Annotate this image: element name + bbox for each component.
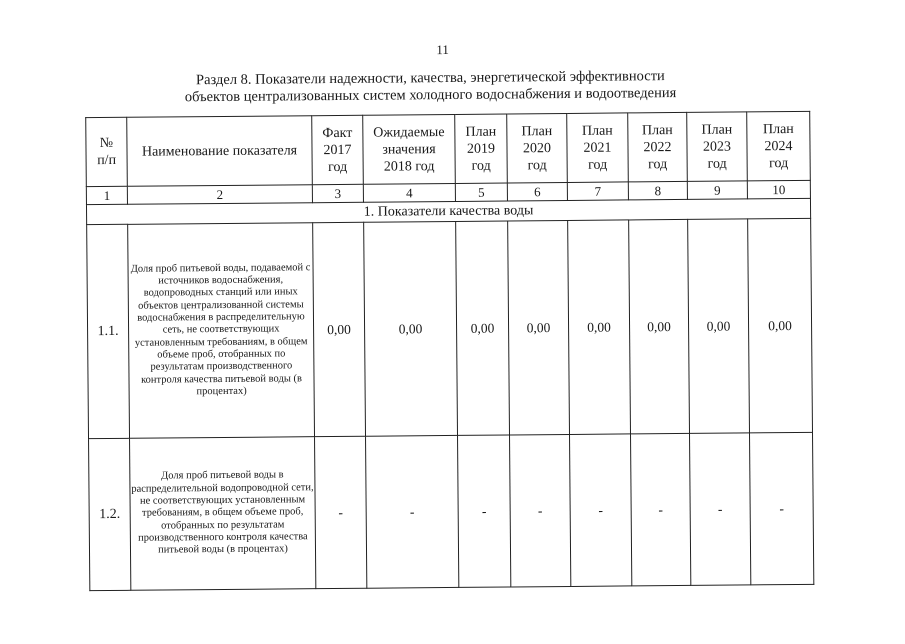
row-number: 1.2. (89, 438, 131, 590)
row-number: 1.1. (87, 224, 130, 438)
column-number: 9 (687, 181, 747, 200)
section-title (0, 66, 863, 108)
header-cell-plan-2024: План 2024 год (747, 111, 811, 181)
column-number: 1 (86, 186, 127, 204)
value-cell: - (749, 432, 813, 585)
value-cell: 0,00 (313, 222, 366, 436)
header-row (86, 111, 811, 186)
page-number: 11 (436, 41, 449, 58)
indicator-name: Доля проб питьевой воды в распределительной водопроводной сети, не соответствующих установленным требованиям, в общем объеме проб, отобранных по результатам производственного контроля качества питьевой воды (в процентах) (130, 437, 316, 591)
header-cell-plan-2022: План 2022 год (628, 112, 688, 182)
value-cell: - (631, 433, 691, 586)
group-title-water-quality: 1. Показатели качества воды (86, 198, 810, 224)
value-cell: - (458, 435, 511, 587)
column-number: 4 (363, 183, 455, 202)
value-cell: 0,00 (629, 219, 690, 434)
header-cell-plan-2021: План 2021 год (567, 113, 629, 183)
section-title-line-1: Раздел 8. Показатели надежности, качества, энергетической эффективности (195, 68, 665, 89)
indicators-table (85, 111, 814, 591)
header-cell-plan-2019: План 2019 год (455, 114, 508, 183)
indicator-name: Доля проб питьевой воды, подаваемой с источников водоснабжения, водопроводных станций или иных объектов централизованной системы водоснабжения в распределительную сеть, не соответствующих установленным требованиям, в общем объеме проб, отобранных по результатам производственного контроля качества питьевой воды (в процентах) (128, 223, 315, 439)
value-cell: - (366, 435, 459, 588)
value-cell: - (570, 434, 632, 587)
value-cell: 0,00 (456, 221, 510, 435)
header-cell-indicator-name: Наименование показателя (127, 116, 313, 187)
value-cell: 0,00 (688, 219, 750, 434)
value-cell: 0,00 (568, 220, 631, 435)
header-cell-row-number: № п/п (86, 117, 128, 186)
header-cell-plan-2020: План 2020 год (507, 113, 568, 183)
value-cell: - (510, 434, 571, 587)
column-number: 10 (747, 180, 810, 199)
header-cell-fact-2017: Факт 2017 год (312, 115, 364, 184)
value-cell: 0,00 (748, 218, 813, 433)
table-row (87, 218, 813, 438)
value-cell: - (315, 436, 367, 588)
section-title-line-2: объектов централизованных систем холодного водоснабжения и водоотведения (184, 85, 677, 106)
column-number: 8 (628, 181, 687, 200)
header-cell-expected-2018: Ожидаемые значения 2018 год (363, 114, 456, 184)
header-cell-plan-2023: План 2023 год (687, 112, 748, 182)
column-number: 3 (312, 184, 363, 202)
column-number: 2 (127, 185, 312, 205)
value-cell: 0,00 (508, 220, 570, 435)
value-cell: - (689, 433, 750, 586)
table-row (89, 432, 814, 590)
column-number: 5 (455, 183, 507, 201)
column-number: 7 (567, 182, 628, 201)
column-number: 6 (507, 182, 567, 201)
value-cell: 0,00 (364, 221, 458, 436)
